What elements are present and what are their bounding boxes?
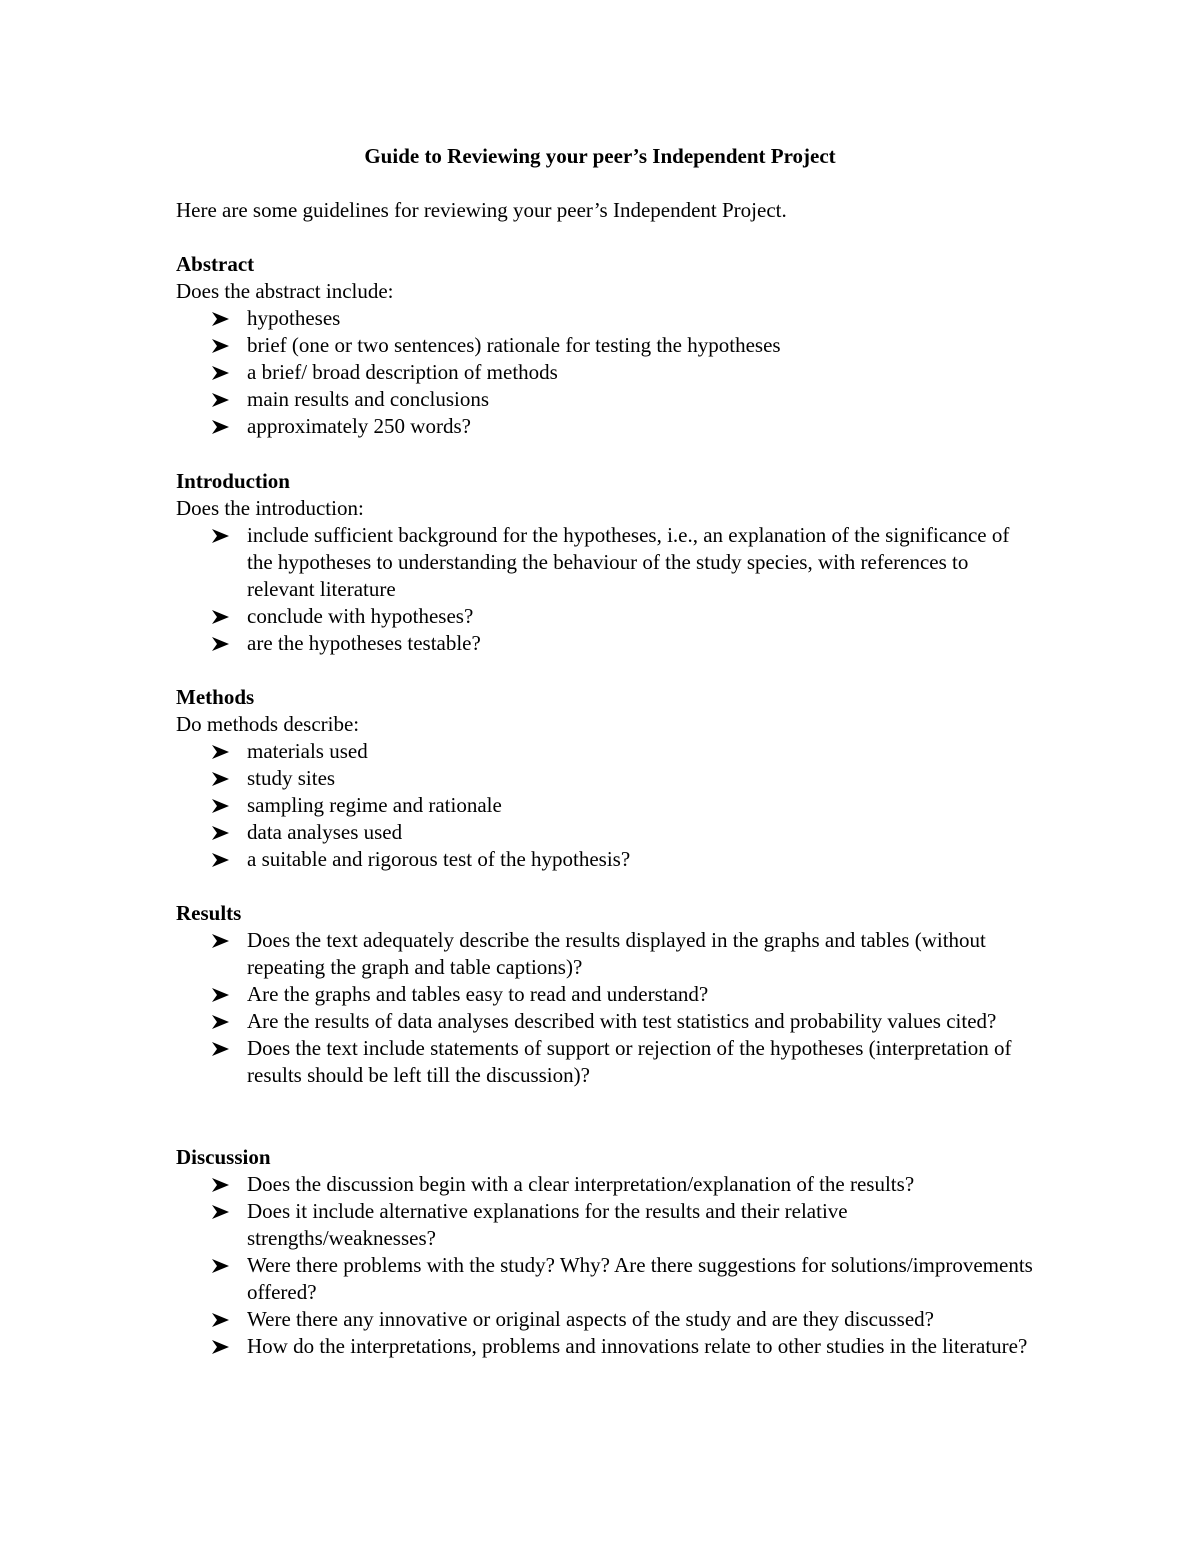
list-item-text: Does the text include statements of support or rejection of the hypotheses (interpretation of results should be left till the discussion)?: [247, 1036, 1012, 1087]
list-item-text: Are the results of data analyses described with test statistics and probability values cited?: [247, 1009, 997, 1033]
list-item-text: Were there any innovative or original aspects of the study and are they discussed?: [247, 1307, 934, 1331]
arrowhead-bullet-icon: [212, 522, 232, 549]
list-item: [176, 332, 1037, 359]
list-item-text: main results and conclusions: [247, 387, 490, 411]
list-item: [176, 1198, 1037, 1252]
arrowhead-bullet-icon: [212, 603, 232, 630]
arrowhead-bullet-icon: [212, 765, 232, 792]
arrowhead-bullet-icon: [212, 305, 232, 332]
list-item-text: Does it include alternative explanations for the results and their relative strengths/weaknesses?: [247, 1199, 848, 1250]
list-item: [176, 603, 1037, 630]
list-item: [176, 305, 1037, 332]
arrowhead-bullet-icon: [212, 359, 232, 386]
arrowhead-bullet-icon: [212, 1252, 232, 1279]
list-item: [176, 359, 1037, 386]
arrowhead-bullet-icon: [212, 1171, 232, 1198]
list-item-text: Were there problems with the study? Why? Are there suggestions for solutions/improvements offered?: [247, 1253, 1033, 1304]
list-item-text: approximately 250 words?: [247, 414, 471, 438]
list-item: [176, 846, 1037, 873]
section-discussion: [176, 1144, 1056, 1360]
section-lead: Does the introduction:: [176, 496, 364, 520]
list-item: [176, 1035, 1037, 1089]
arrowhead-bullet-icon: [212, 630, 232, 657]
list-item: [176, 413, 1037, 440]
section-abstract: [176, 251, 1056, 440]
list-item: [176, 1008, 1037, 1035]
list-item: [176, 792, 1037, 819]
list-item: [176, 386, 1037, 413]
arrowhead-bullet-icon: [212, 792, 232, 819]
list-item-text: Does the text adequately describe the results displayed in the graphs and tables (without repeating the graph and table captions)?: [247, 928, 986, 979]
arrowhead-bullet-icon: [212, 1333, 232, 1360]
section-heading: Results: [176, 901, 242, 925]
arrowhead-bullet-icon: [212, 386, 232, 413]
arrowhead-bullet-icon: [212, 1306, 232, 1333]
arrowhead-bullet-icon: [212, 332, 232, 359]
list-item: [176, 981, 1037, 1008]
list-item-text: materials used: [247, 739, 368, 763]
arrowhead-bullet-icon: [212, 981, 232, 1008]
list-item-text: How do the interpretations, problems and innovations relate to other studies in the literature?: [247, 1334, 1028, 1358]
list-item-text: are the hypotheses testable?: [247, 631, 481, 655]
section-introduction: [176, 468, 1056, 657]
list-item-text: conclude with hypotheses?: [247, 604, 474, 628]
list-item-text: Are the graphs and tables easy to read and understand?: [247, 982, 709, 1006]
arrowhead-bullet-icon: [212, 927, 232, 954]
arrowhead-bullet-icon: [212, 819, 232, 846]
arrowhead-bullet-icon: [212, 1198, 232, 1225]
intro-paragraph: Here are some guidelines for reviewing your peer’s Independent Project.: [176, 198, 787, 222]
arrowhead-bullet-icon: [212, 1008, 232, 1035]
bullet-list: [176, 738, 1056, 873]
list-item: [176, 738, 1037, 765]
list-item-text: Does the discussion begin with a clear interpretation/explanation of the results?: [247, 1172, 915, 1196]
arrowhead-bullet-icon: [212, 1035, 232, 1062]
section-heading: Abstract: [176, 252, 255, 276]
arrowhead-bullet-icon: [212, 413, 232, 440]
list-item-text: a brief/ broad description of methods: [247, 360, 558, 384]
list-item: [176, 522, 1037, 603]
section-lead: Does the abstract include:: [176, 279, 394, 303]
list-item-text: brief (one or two sentences) rationale for testing the hypotheses: [247, 333, 781, 357]
section-lead: Do methods describe:: [176, 712, 360, 736]
list-item-text: data analyses used: [247, 820, 403, 844]
section-methods: [176, 684, 1056, 873]
list-item-text: a suitable and rigorous test of the hypothesis?: [247, 847, 631, 871]
list-item-text: hypotheses: [247, 306, 341, 330]
arrowhead-bullet-icon: [212, 846, 232, 873]
bullet-list: [176, 522, 1056, 657]
bullet-list: [176, 927, 1056, 1089]
section-heading: Introduction: [176, 469, 290, 493]
list-item: [176, 1306, 1037, 1333]
section-heading: Discussion: [176, 1145, 271, 1169]
list-item-text: include sufficient background for the hypotheses, i.e., an explanation of the significance of the hypotheses to understanding the behaviour of the study species, with references to relevant literature: [247, 523, 1010, 601]
list-item: [176, 1333, 1037, 1360]
list-item: [176, 819, 1037, 846]
list-item-text: study sites: [247, 766, 336, 790]
list-item: [176, 1252, 1037, 1306]
arrowhead-bullet-icon: [212, 738, 232, 765]
section-results: [176, 900, 1056, 1089]
document-title: Guide to Reviewing your peer’s Independent Project: [364, 144, 836, 168]
list-item: [176, 1171, 1037, 1198]
list-item-text: sampling regime and rationale: [247, 793, 502, 817]
list-item: [176, 765, 1037, 792]
bullet-list: [176, 1171, 1056, 1360]
list-item: [176, 927, 1037, 981]
list-item: [176, 630, 1037, 657]
section-heading: Methods: [176, 685, 255, 709]
bullet-list: [176, 305, 1056, 440]
